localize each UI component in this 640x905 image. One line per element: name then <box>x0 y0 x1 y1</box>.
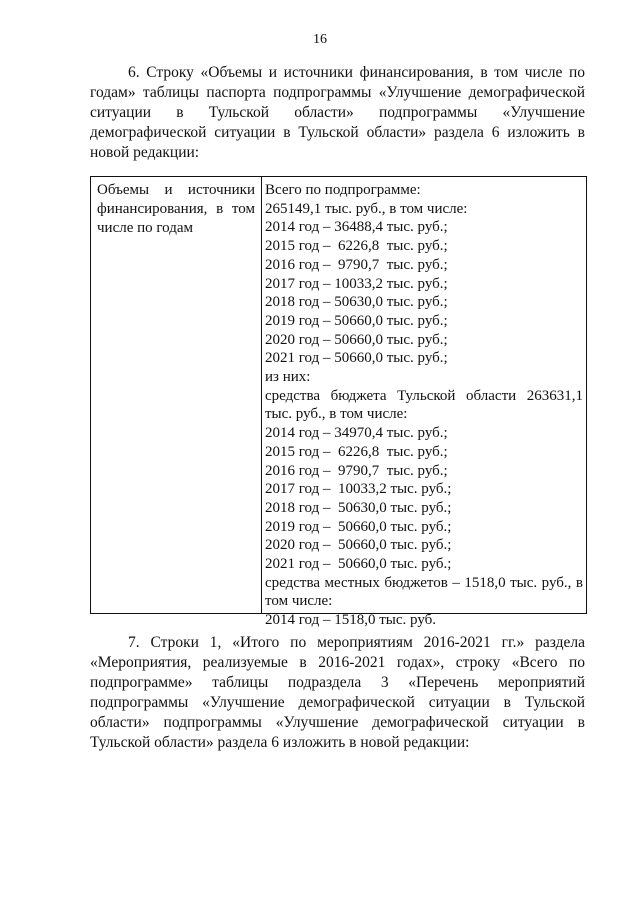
paragraph-line: новой редакции: <box>90 144 200 161</box>
paragraph-line: ситуации в Тульской области» подпрограммы «Улучшение <box>90 104 585 121</box>
paragraph-line: годам» таблицы паспорта подпрограммы «Улучшение демографической <box>90 84 585 101</box>
paragraph-line: «Мероприятия, реализуемые в 2016-2021 годах», строку «Всего по <box>90 654 585 671</box>
value-line: 2019 год – 50660,0 тыс. руб.; <box>265 518 452 535</box>
value-line: 2014 год – 34970,4 тыс. руб.; <box>265 425 448 442</box>
value-line: 2015 год – 6226,8 тыс. руб.; <box>265 443 448 460</box>
value-line: 2014 год – 1518,0 тыс. руб. <box>265 612 437 629</box>
table-column-divider <box>261 177 262 613</box>
value-line: том числе: <box>265 593 333 610</box>
value-line: средства бюджета Тульской области 263631,1 <box>265 387 583 404</box>
label-line: числе по годам <box>97 220 194 236</box>
value-line: из них: <box>265 369 311 386</box>
value-line: 265149,1 тыс. руб., в том числе: <box>265 200 468 217</box>
paragraph-line: Тульской области» раздела 6 изложить в новой редакции: <box>90 734 470 751</box>
section-6-paragraph <box>90 63 585 163</box>
value-line: средства местных бюджетов – 1518,0 тыс. руб., в <box>265 574 583 591</box>
value-line: Всего по подпрограмме: <box>265 182 421 198</box>
value-line: 2014 год – 36488,4 тыс. руб.; <box>265 219 448 236</box>
value-line: тыс. руб., в том числе: <box>265 406 408 423</box>
value-line: 2021 год – 50660,0 тыс. руб.; <box>265 350 448 367</box>
value-line: 2015 год – 6226,8 тыс. руб.; <box>265 238 448 255</box>
label-line: финансирования, в том <box>97 201 255 217</box>
paragraph-line: 6. Строку «Объемы и источники финансирования, в том числе по <box>128 64 585 81</box>
paragraph-line: демографической ситуации в Тульской области» раздела 6 изложить в <box>90 124 585 141</box>
value-line: 2016 год – 9790,7 тыс. руб.; <box>265 462 448 479</box>
label-line: Объемы и источники <box>97 182 255 198</box>
paragraph-line: подпрограмме» таблицы подраздела 3 «Перечень мероприятий <box>90 674 585 691</box>
table-label-cell <box>97 181 255 238</box>
section-7-paragraph <box>90 633 585 753</box>
value-line: 2020 год – 50660,0 тыс. руб.; <box>265 331 448 348</box>
page-number: 16 <box>313 32 327 47</box>
value-line: 2020 год – 50660,0 тыс. руб.; <box>265 537 452 554</box>
value-line: 2018 год – 50630,0 тыс. руб.; <box>265 294 448 311</box>
value-line: 2017 год – 10033,2 тыс. руб.; <box>265 481 452 498</box>
value-line: 2016 год – 9790,7 тыс. руб.; <box>265 256 448 273</box>
value-line: 2019 год – 50660,0 тыс. руб.; <box>265 312 448 329</box>
financing-table <box>90 176 587 629</box>
table-value-cell <box>265 181 583 630</box>
value-line: 2021 год – 50660,0 тыс. руб.; <box>265 556 452 573</box>
value-line: 2018 год – 50630,0 тыс. руб.; <box>265 499 452 516</box>
value-line: 2017 год – 10033,2 тыс. руб.; <box>265 275 448 292</box>
paragraph-line: подпрограммы «Улучшение демографической ситуации в Тульской <box>90 694 585 711</box>
paragraph-line: 7. Строки 1, «Итого по мероприятиям 2016-2021 гг.» раздела <box>128 634 585 651</box>
paragraph-line: области» подпрограммы «Улучшение демографической ситуации в <box>90 714 585 731</box>
